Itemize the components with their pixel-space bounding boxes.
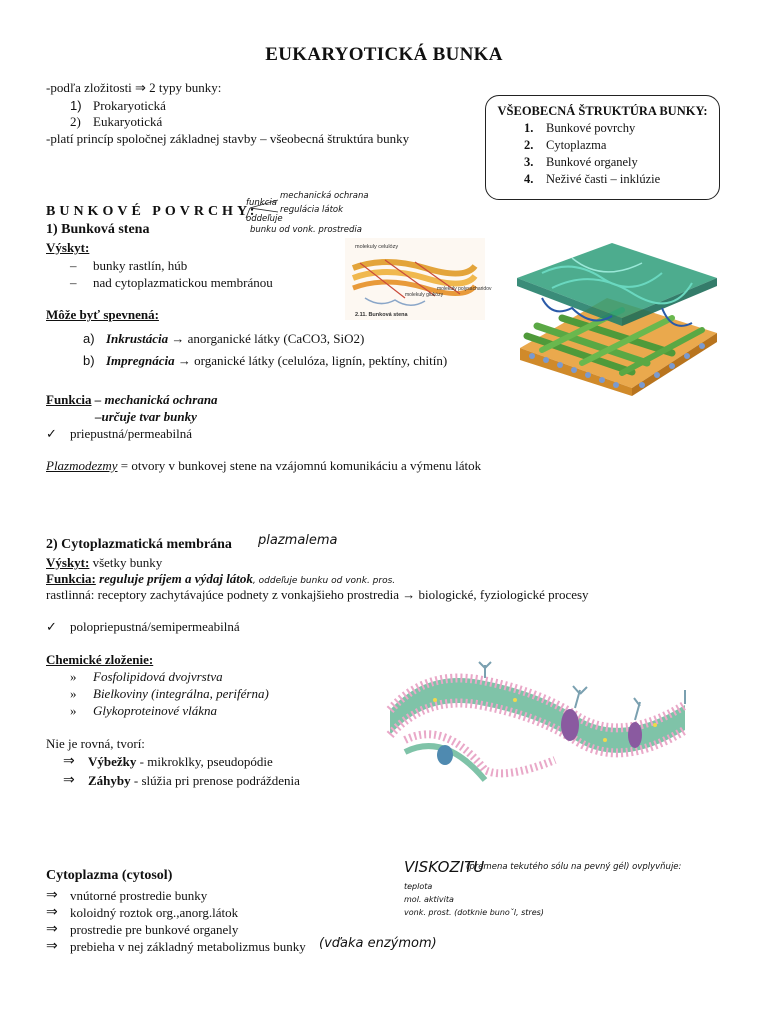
- membrane-heading: 2) Cytoplazmatická membrána: [46, 537, 232, 552]
- membrane-vyskyt: Výskyt: všetky bunky: [46, 555, 163, 570]
- hand-list-item: vonk. prost. (dotknie bunoˇl, stres): [404, 908, 544, 917]
- implies-arrow-icon: ⇒: [46, 922, 58, 937]
- cytoplasm-item: koloidný roztok org.,anorg.látok: [70, 905, 239, 920]
- cell-wall-heading: 1) Bunková stena: [46, 222, 150, 237]
- cytoplasm-heading: Cytoplazma (cytosol): [46, 868, 173, 883]
- hand-list-item: teplota: [404, 882, 433, 891]
- cytoplasm-item: vnútorné prostredie bunky: [70, 888, 208, 903]
- cytoplasm-item: prebieha v nej základný metabolizmus bunky: [70, 939, 306, 954]
- figure-label-cellulose: molekuly celulózy: [355, 244, 399, 250]
- implies-arrow-icon: ⇒: [46, 939, 58, 954]
- implies-arrow-icon: ⇒: [46, 888, 58, 903]
- hand-regulacia: regulácia látok: [280, 205, 344, 215]
- membrane-illustration: [385, 660, 690, 785]
- intro-line-1: -podľa zložitosti ⇒ 2 typy bunky:: [46, 80, 222, 95]
- cell-wall-3d-illustration: [512, 238, 722, 398]
- structure-item: 1. Bunkové povrchy: [524, 121, 636, 135]
- cell-wall-spevnena-item: Inkrustácia → anorganické látky (CaCO3, SiO2): [106, 331, 365, 346]
- figure-label-glucose: molekuly glukózy: [405, 292, 444, 298]
- dash-bullet: –: [70, 275, 77, 290]
- implies-arrow-icon: ⇒: [63, 773, 75, 788]
- hand-viskozitu: VISKOZITU: [404, 858, 485, 876]
- membrane-form-item: Výbežky - mikroklky, pseudopódie: [88, 754, 273, 769]
- chevron-bullet-icon: »: [70, 669, 77, 684]
- implies-arrow-icon: ⇒: [63, 754, 75, 769]
- intro-item-num-2: 2): [70, 114, 81, 129]
- cytoplasm-item: prostredie pre bunkové organely: [70, 922, 239, 937]
- surfaces-heading: BUNKOVÉ POVRCHY:: [46, 204, 259, 219]
- cell-wall-vyskyt-item: nad cytoplazmatickou membránou: [93, 275, 273, 290]
- hand-oddeluje: oddeľuje: [246, 214, 283, 224]
- cell-wall-funkcia-2: –určuje tvar bunky: [95, 409, 197, 424]
- intro-item-num-1: 1): [70, 98, 82, 113]
- dash-bullet: –: [70, 258, 77, 273]
- structure-item: 4. Neživé časti – inklúzie: [524, 172, 661, 186]
- intro-item-1: Prokaryotická: [93, 98, 166, 113]
- cell-wall-spevnena-item: Impregnácia → organické látky (celulóza, lignín, pektíny, chitín): [106, 353, 448, 368]
- membrane-chem-label: Chemické zloženie:: [46, 652, 154, 667]
- hand-mechanicka: mechanická ochrana: [280, 191, 369, 201]
- plazmodezmy-line: Plazmodezmy = otvory v bunkovej stene na vzájomnú komunikáciu a výmenu látok: [46, 458, 482, 473]
- cell-wall-vyskyt-item: bunky rastlín, húb: [93, 258, 188, 273]
- cell-wall-funkcia: Funkcia – mechanická ochrana: [46, 392, 218, 407]
- hand-list-item: mol. aktivita: [404, 895, 454, 904]
- cell-wall-check-text: priepustná/permeabilná: [70, 426, 193, 441]
- structure-item: 3. Bunkové organely: [524, 155, 638, 169]
- structure-box-heading: VŠEOBECNÁ ŠTRUKTÚRA BUNKY:: [497, 104, 708, 118]
- membrane-chem-item: Bielkoviny (integrálna, periférna): [93, 686, 269, 701]
- chevron-bullet-icon: »: [70, 686, 77, 701]
- membrane-nie-rovna: Nie je rovná, tvorí:: [46, 736, 145, 751]
- hand-bunku: bunku od vonk. prostredia: [250, 225, 362, 235]
- hand-plazmalema: plazmalema: [258, 533, 338, 548]
- hand-viskozitu-rest: (premena tekutého sólu na pevný gél) ovplyvňuje:: [466, 862, 682, 872]
- implies-arrow-icon: ⇒: [46, 905, 58, 920]
- membrane-check-text: polopriepustná/semipermeabilná: [70, 619, 240, 634]
- page-title: EUKARYOTICKÁ BUNKA: [265, 44, 503, 65]
- hand-bracket-lines: [244, 194, 284, 224]
- membrane-funkcia: Funkcia: reguluje príjem a výdaj látok, oddeľuje bunku od vonk. pros.: [46, 571, 396, 586]
- membrane-chem-item: Fosfolipidová dvojvrstva: [93, 669, 223, 684]
- cell-wall-spevnena-letter: a): [83, 331, 95, 346]
- cell-wall-spevnena-letter: b): [83, 353, 95, 368]
- membrane-chem-item: Glykoproteinové vlákna: [93, 703, 218, 718]
- membrane-form-item: Záhyby - slúžia pri prenose podráždenia: [88, 773, 300, 788]
- structure-box: [485, 95, 720, 200]
- cell-wall-figure: [345, 238, 492, 320]
- figure-label-polysaccharide: molekuly polysacharidov: [437, 286, 492, 292]
- check-icon: ✓: [46, 426, 57, 441]
- chevron-bullet-icon: »: [70, 703, 77, 718]
- cell-wall-spevnena-label: Môže byť spevnená:: [46, 307, 159, 322]
- figure-caption: 2.11. Bunková stena: [355, 312, 408, 318]
- membrane-rastlinna: rastlinná: receptory zachytávajúce podnety z vonkajšieho prostredia → biologické, fyziologické procesy: [46, 587, 589, 602]
- hand-funkcia: funkcia: [246, 198, 277, 208]
- intro-item-2: Eukaryotická: [93, 114, 163, 129]
- hand-enzymy: (vďaka enzýmom): [319, 936, 437, 951]
- primary-wall-sheet-icon: [517, 243, 717, 326]
- structure-item: 2. Cytoplazma: [524, 138, 607, 152]
- intro-line-2: -platí princíp spoločnej základnej stavby – všeobecná štruktúra bunky: [46, 131, 410, 146]
- check-icon: ✓: [46, 619, 57, 634]
- cell-wall-vyskyt-label: Výskyt:: [46, 240, 90, 255]
